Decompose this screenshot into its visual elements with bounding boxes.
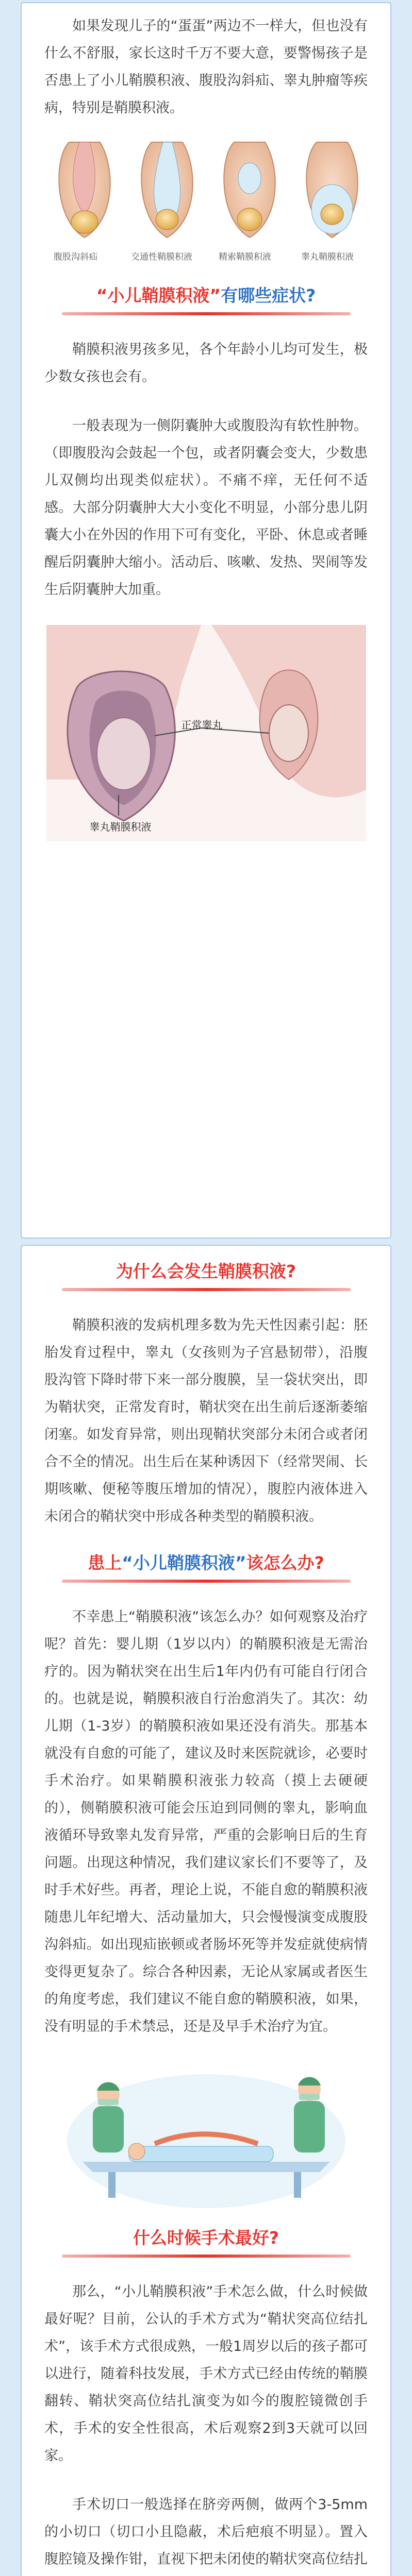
- surgery-illustration-figure: [52, 2059, 361, 2213]
- timing-paragraph: 那么，“小儿鞘膜积液”手术怎么做，什么时候做最好呢？目前，公认的手术方式为“鞘状突高位结扎术”，该手术方式很成熟，一般1周岁以后的孩子都可以进行，随着科技发展，手术方式已经由传统的鞘膜翻转、鞘状突高位结扎演变为如今的腹腔镜微创手术，手术的安全性很高，术后观察2到3天就可以回家。: [44, 2284, 368, 2464]
- spermatic-cord-hydrocele-illustration: [224, 142, 275, 238]
- treatment-heading-term: “小儿鞘膜积液”: [122, 1553, 246, 1573]
- cause-paragraph: 鞘膜积液的发病机理多数为先天性因素引起：胚胎发育过程中，睾丸（女孩则为子宫悬韧带），沿腹股沟管下降时带下来一部分腹膜，呈一袋状突出，即为鞘状突，正常发育时，鞘状突在出生前后逐渐萎缩闭塞。如发育异常，则出现鞘状突部分未闭合或者闭合不全的情况。出生后在某种诱因下（经常哭闹、长期咳嗽、便秘等腹压增加的情况），腹腔内液体进入未闭合的鞘状突中形成各种类型的鞘膜积液。: [44, 1317, 368, 1524]
- testicular-hydrocele-label: 睾丸鞘膜积液: [89, 821, 152, 833]
- anatomy-comparison-figure: [46, 625, 366, 841]
- symptoms-heading-block: [44, 284, 368, 315]
- timing-heading-block: [44, 2227, 368, 2258]
- doctor-right-figure: [294, 2077, 325, 2153]
- treatment-heading-post: 该怎么办?: [246, 1553, 324, 1573]
- symptoms-heading-underline: [62, 312, 351, 315]
- symptoms-detail-paragraph: 一般表现为一侧阴囊肿大或腹股沟有软性肿物。（即腹股沟会鼓起一个包，或者阴囊会变大，少数患儿双侧均出现类似症状）。不痛不痒，无任何不适感。大部分阴囊肿大大小变化不明显，小部分患儿阴囊大小在外因的作用下可有变化，平卧、休息或者睡醒后阴囊肿大缩小。活动后、咳嗽、发热、哭闹等发生后阴囊肿大加重。: [44, 418, 368, 598]
- hydrocele-types-figure: [44, 137, 374, 266]
- timing-heading: 什么时候手术最好?: [133, 2228, 279, 2248]
- treatment-heading-pre: 患上: [88, 1553, 122, 1573]
- caption-inguinal-hernia: 腹股沟斜疝: [54, 252, 97, 262]
- cause-heading-block: [44, 1260, 368, 1291]
- timing-heading-underline: [62, 2255, 351, 2258]
- hydrocele-types-diagram: [44, 137, 374, 245]
- doctor-left-figure: [93, 2082, 124, 2153]
- caption-testicular-hydrocele: 睾丸鞘膜积液: [301, 252, 354, 262]
- anatomy-comparison-diagram: [46, 625, 366, 841]
- inguinal-hernia-illustration: [59, 142, 110, 238]
- caption-cord-hydrocele: 精索鞘膜积液: [219, 252, 271, 262]
- caption-communicating-hydrocele: 交通性鞘膜积液: [131, 252, 192, 262]
- symptoms-heading-term: “小儿鞘膜积液”: [96, 285, 221, 306]
- treatment-heading-block: [44, 1552, 368, 1583]
- article-card-1: [21, 2, 391, 1239]
- treatment-heading: [44, 1552, 368, 1574]
- surgery-illustration: [52, 2059, 361, 2213]
- cause-heading: 为什么会发生鞘膜积液?: [116, 1261, 296, 1281]
- testicular-hydrocele-illustration: [306, 142, 357, 238]
- symptoms-heading: [44, 284, 368, 307]
- treatment-paragraph: 不幸患上“鞘膜积液”该怎么办？如何观察及治疗呢？首先：婴儿期（1岁以内）的鞘膜积液是无需治疗的。因为鞘状突在出生后1年内仍有可能自行闭合的。也就是说，鞘膜积液自行治愈消失了。其次：幼儿期（1-3岁）的鞘膜积液如果还没有消失。那基本就没有自愈的可能了，建议及时来医院就诊，必要时手术治疗。如果鞘膜积液张力较高（摸上去硬硬的），侧鞘膜积液可能会压迫到同侧的睾丸，影响血液循环导致睾丸发育异常，严重的会影响日后的生育问题。出现这种情况，我们建议家长们不要等了，及时手术好些。再者，理论上说，不能自愈的鞘膜积液随患儿年纪增大、活动量加大，只会慢慢演变成腹股沟斜疝。如出现疝嵌顿或者肠坏死等并发症就使病情变得更复杂了。综合各种因素，无论从家属或者医生的角度考虑，我们建议不能自愈的鞘膜积液，如果，没有明显的手术禁忌，还是及早手术治疗为宜。: [44, 1609, 368, 2035]
- communicating-hydrocele-illustration: [141, 142, 192, 238]
- symptoms-heading-question: 有哪些症状?: [221, 285, 316, 306]
- treatment-heading-underline: [62, 1580, 351, 1583]
- cause-heading-underline: [62, 1288, 351, 1291]
- incision-paragraph: 手术切口一般选择在脐旁两侧，做两个3-5mm的小切口（切口小且隐蔽，术后疤痕不明显）。置入腹腔镜及操作钳，直视下把未闭使的鞘状突高位结扎: [44, 2497, 368, 2567]
- symptoms-prevalence-paragraph: 鞘膜积液男孩多见，各个年龄小儿均可发生，极少数女孩也会有。: [44, 342, 368, 385]
- normal-testis-label: 正常睾丸: [181, 719, 223, 731]
- article-card-2: [21, 1245, 391, 2576]
- intro-paragraph: 如果发现儿子的“蛋蛋”两边不一样大，但也没有什么不舒服，家长这时千万不要大意，要警惕孩子是否患上了小儿鞘膜积液、腹股沟斜疝、睾丸肿瘤等疾病，特别是鞘膜积液。: [44, 18, 368, 116]
